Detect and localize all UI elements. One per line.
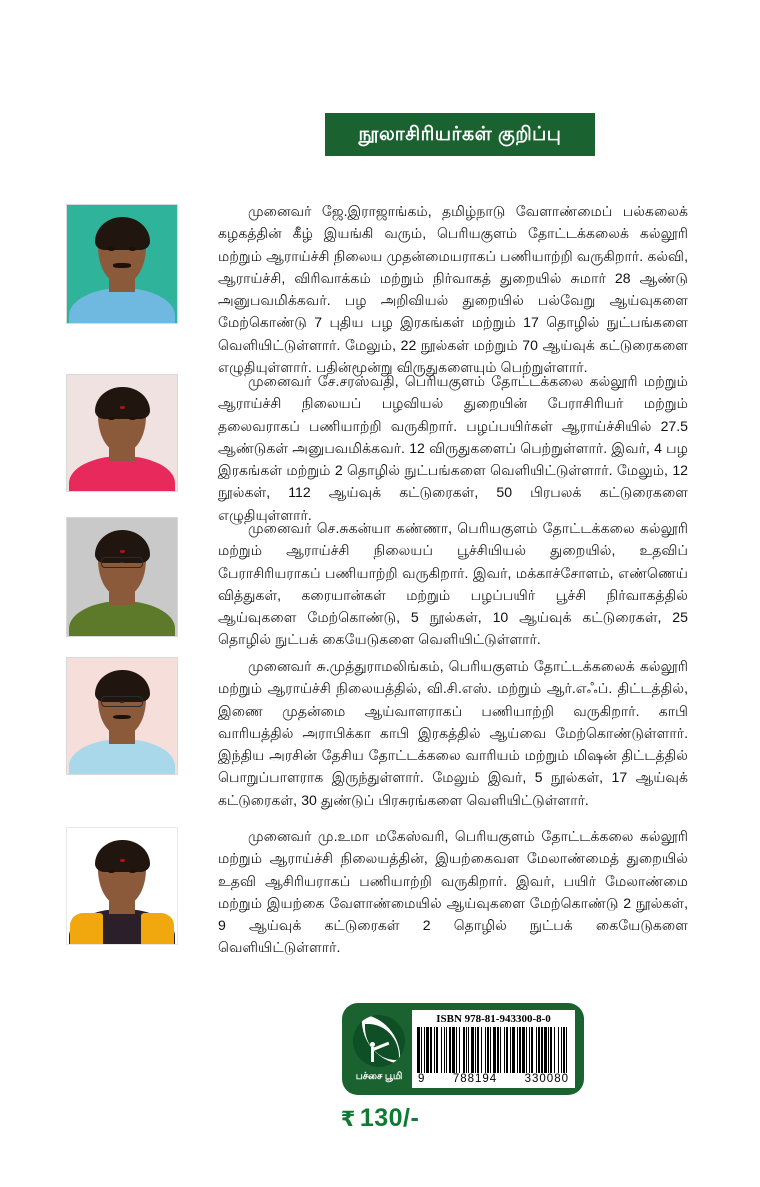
portrait-illustration <box>67 375 177 491</box>
price-value: 130/- <box>359 1104 420 1132</box>
barcode-card <box>412 1010 575 1088</box>
author-photo-1 <box>66 204 178 324</box>
author-bio: முனைவர் சே.சரஸ்வதி, பெரியகுளம் தோட்டக்கலை கல்லூரி மற்றும் ஆராய்ச்சி நிலையப் பழவியல் துறையின் பேராசிரியர் மற்றும் தலைவராகப் பணியாற்றி வருகிறார். பழப்பயிர்கள் ஆராய்ச்சியில் 27.5 ஆண்டுகள் அனுபவமிக்கவர். 12 விருதுகளைப் பெற்றுள்ளார். இவர், 4 பழ இரகங்கள் மற்றும் 2 தொழில் நுட்பங்களை வெளியிட்டுள்ளார். மேலும், 12 நூல்கள், 112 ஆய்வுக் கட்டுரைகள், 50 பிரபலக் கட்டுரைகளை எழுதியுள்ளார். <box>218 373 688 523</box>
barcode-digits-group2: 330080 <box>524 1073 569 1085</box>
rupee-symbol-icon: ₹ <box>340 1108 356 1131</box>
publisher-logo <box>342 1003 412 1095</box>
publisher-name: பச்சை பூமி <box>355 1071 403 1082</box>
author-entry <box>0 825 760 955</box>
author-bio: முனைவர் ஜே.இராஜாங்கம், தமிழ்நாடு வேளாண்மைப் பல்கலைக் கழகத்தின் கீழ் இயங்கி வரும், பெரியகுளம் தோட்டக்கலைக் கல்லூரி மற்றும் ஆராய்ச்சி நிலைய முதன்மையராகப் பணியாற்றி வருகிறார். கல்வி, ஆராய்ச்சி, விரிவாக்கம் மற்றும் நிர்வாகத் துறையில் சுமார் 28 ஆண்டு அனுபவமிக்கவர். பழ அறிவியல் துறையில் பல்வேறு ஆய்வுகளை மேற்கொண்டு 7 புதிய பழ இரகங்கள் மற்றும் 17 தொழில் நுட்பங்களை வெளியிட்டுள்ளார். மேலும், 22 நூல்கள் மற்றும் 70 ஆய்வுக் கட்டுரைகளை எழுதியுள்ளார். பதின்மூன்று விருதுகளையும் பெற்றுள்ளார். <box>218 203 688 376</box>
author-photo-3 <box>66 517 178 637</box>
author-entry <box>0 370 760 523</box>
page-title: நூலாசிரியர்கள் குறிப்பு <box>358 124 562 145</box>
portrait-illustration <box>67 518 177 636</box>
author-entry <box>0 200 760 376</box>
portrait-illustration <box>67 658 177 774</box>
barcode-digit-left: 9 <box>418 1073 426 1085</box>
author-entry <box>0 517 760 655</box>
author-photo-5 <box>66 827 178 945</box>
author-bio: முனைவர் சு.முத்துராமலிங்கம், பெரியகுளம் தோட்டக்கலைக் கல்லூரி மற்றும் ஆராய்ச்சி நிலையத்தில், வி.சி.எஸ். மற்றும் ஆர்.எஃப். திட்டத்தில், இணை முதன்மை ஆய்வாளராகப் பணியாற்றி வருகிறார். காபி வாரியத்தில் அராபிக்கா காபி இரகத்தில் ஆய்வை மேற்கொண்டுள்ளார். இந்திய அரசின் தேசிய தோட்டக்கலை வாரியம் மற்றும் மிஷன் திட்டத்தில் பொறுப்பாளராக இருந்துள்ளார். மேலும் இவர், 5 நூல்கள், 17 ஆய்வுக் கட்டுரைகள், 30 துண்டுப் பிரசுரங்களை வெளியிட்டுள்ளார். <box>218 658 688 808</box>
author-photo-4 <box>66 657 178 775</box>
pachai-boomi-logo-icon <box>353 1015 405 1067</box>
authors-section <box>0 200 760 955</box>
portrait-illustration <box>67 828 177 944</box>
barcode-digits <box>417 1073 570 1086</box>
author-bio: முனைவர் மு.உமா மகேஸ்வரி, பெரியகுளம் தோட்டக்கலை கல்லூரி மற்றும் ஆராய்ச்சி நிலையத்தின், இயற்கைவள மேலாண்மைத் துறையில் உதவி ஆசிரியராகப் பணியாற்றி வருகிறார். இவர், பயிர் மேலாண்மை மற்றும் இயற்கை வேளாண்மையில் ஆய்வுகளை மேற்கொண்டு 2 நூல்கள், 9 ஆய்வுக் கட்டுரைகள் 2 தொழில் நுட்பக் கையேடுகளை வெளியிட்டுள்ளார். <box>218 828 688 956</box>
price-line <box>0 1104 760 1133</box>
author-entry <box>0 655 760 825</box>
isbn-barcode-block <box>342 1003 584 1095</box>
author-photo-2 <box>66 374 178 492</box>
isbn-number: ISBN 978-81-943300-8-0 <box>436 1013 551 1025</box>
barcode-bars-icon <box>417 1026 570 1073</box>
portrait-illustration <box>67 205 177 323</box>
author-bio: முனைவர் செ.சுகன்யா கண்ணா, பெரியகுளம் தோட்டக்கலை கல்லூரி மற்றும் ஆராய்ச்சி நிலையப் பூச்சியியல் துறையில், உதவிப் பேராசிரியராகப் பணியாற்றி வருகிறார். இவர், மக்காச்சோளம், எண்ணெய் வித்துகள், கரையான்கள் மற்றும் பழப்பயிர் பூச்சி நிர்வாகத்தில் ஆய்வுகளை மேற்கொண்டு, 5 நூல்கள், 10 ஆய்வுக் கட்டுரைகள், 25 தொழில் நுட்பக் கையேடுகளை வெளியிட்டுள்ளார். <box>218 520 688 648</box>
page-title-banner <box>325 113 595 156</box>
barcode-digits-group1: 788194 <box>452 1073 498 1085</box>
